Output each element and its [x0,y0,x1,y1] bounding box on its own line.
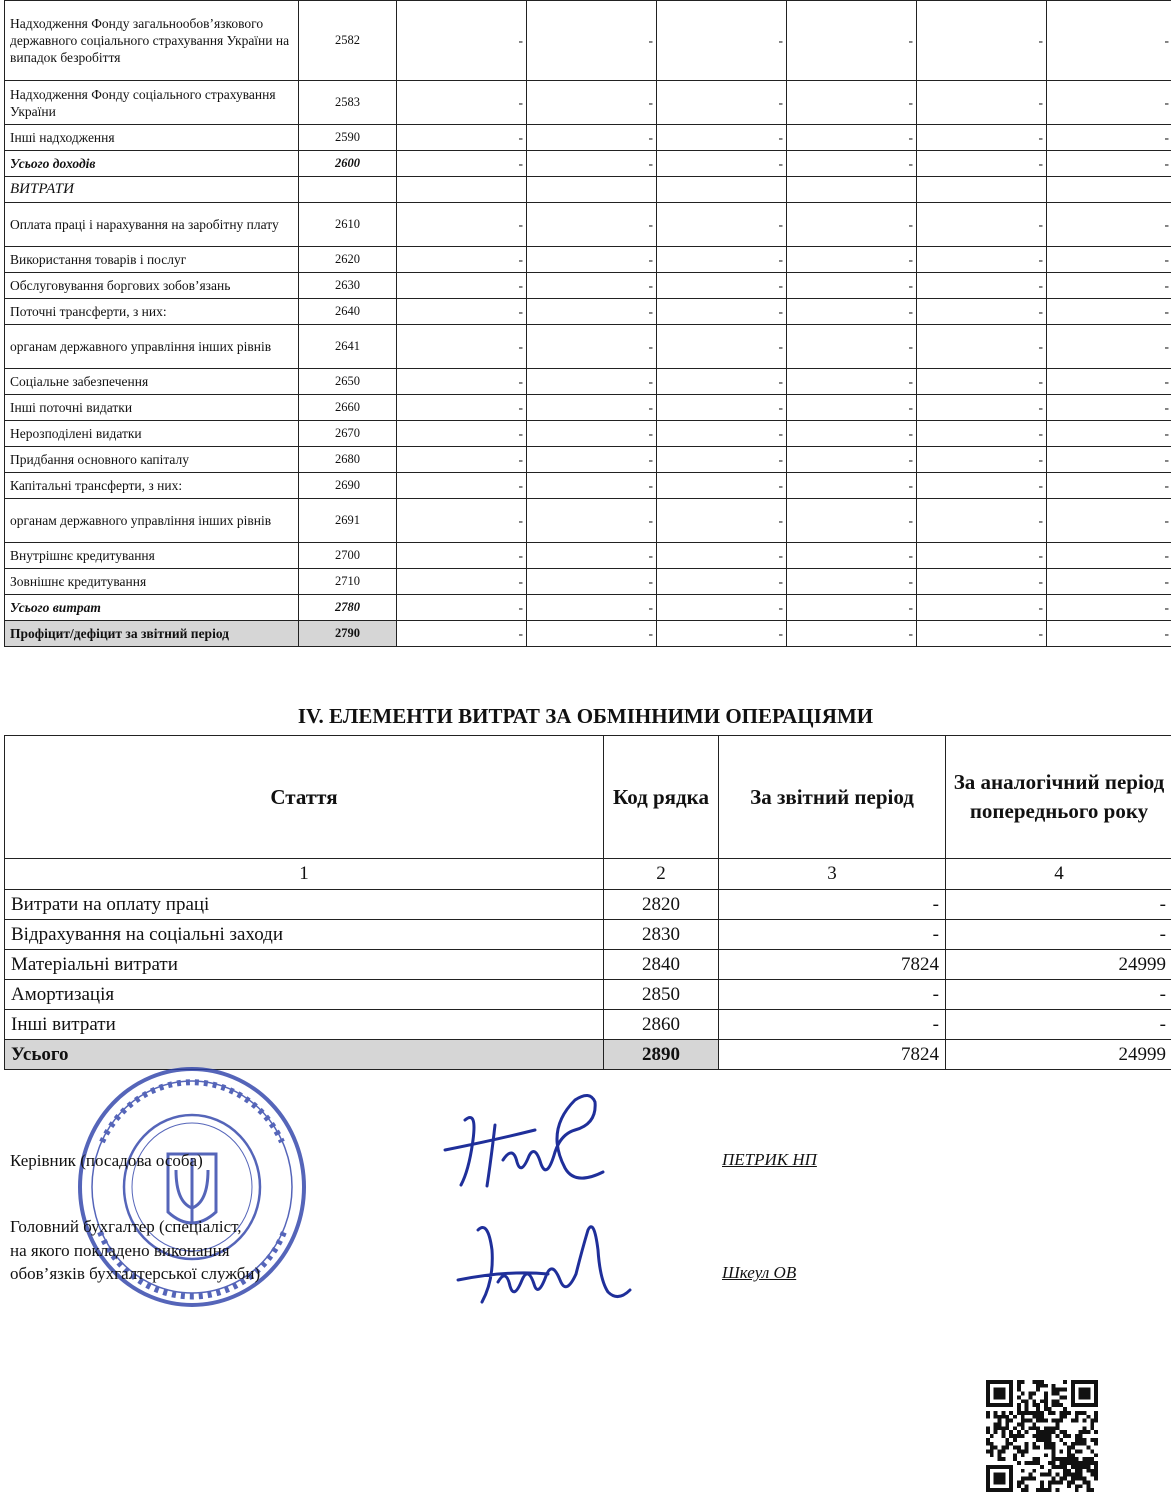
row-value: - [787,247,917,273]
row-value: - [397,369,527,395]
row-code: 2691 [299,499,397,543]
row-value: - [397,81,527,125]
row-value: - [397,395,527,421]
row-value: - [397,203,527,247]
table-row [5,950,1171,980]
row-value: - [787,325,917,369]
table-row [5,151,1171,177]
row-value [657,177,787,203]
row-name: Витрати на оплату праці [5,890,604,920]
accountant-label-line-3: обов’язків бухгалтерської служби) [10,1264,261,1283]
row-value: - [917,543,1047,569]
row-name: Нерозподілені видатки [5,421,299,447]
row-value: - [917,203,1047,247]
row-name: Усього витрат [5,595,299,621]
row-value: - [917,125,1047,151]
table-header-row [5,736,1171,859]
row-name: Капітальні трансферти, з них: [5,473,299,499]
row-value: - [527,325,657,369]
row-value: - [787,447,917,473]
row-code: 2890 [604,1040,719,1070]
row-value: - [397,595,527,621]
row-value: - [657,421,787,447]
row-value: - [397,421,527,447]
row-name: Придбання основного капіталу [5,447,299,473]
column-number: 3 [719,859,946,890]
row-name: Відрахування на соціальні заходи [5,920,604,950]
row-value: - [657,569,787,595]
row-name: Поточні трансферти, з них: [5,299,299,325]
row-value: - [397,473,527,499]
row-value: - [917,473,1047,499]
column-number: 2 [604,859,719,890]
row-value: - [657,473,787,499]
row-value: - [917,81,1047,125]
qr-code-icon [986,1380,1098,1492]
row-current: 7824 [719,950,946,980]
row-code: 2670 [299,421,397,447]
row-value: - [397,499,527,543]
row-code: 2600 [299,151,397,177]
row-value: - [397,247,527,273]
revenue-expense-table-body [5,1,1171,647]
table-row [5,1010,1171,1040]
row-value: - [657,395,787,421]
row-value [1047,177,1171,203]
row-name: Надходження Фонду соціального страхування України [5,81,299,125]
row-name: ВИТРАТИ [5,177,299,203]
expense-elements-table [4,735,1171,1070]
row-value: - [657,1,787,81]
head-label: Керівник (посадова особа) [10,1151,203,1170]
row-value: - [397,273,527,299]
row-value: - [397,299,527,325]
row-value [527,177,657,203]
head-signature-icon [425,1090,625,1200]
row-value: - [787,369,917,395]
row-value: - [527,543,657,569]
row-code: 2640 [299,299,397,325]
row-value: - [397,151,527,177]
row-value: - [657,273,787,299]
row-value: - [527,151,657,177]
accountant-name: Шкеул ОВ [722,1263,797,1282]
row-value: - [527,595,657,621]
row-code: 2790 [299,621,397,647]
row-value: - [787,621,917,647]
row-current: - [719,980,946,1010]
row-name: Інші надходження [5,125,299,151]
column-number: 4 [946,859,1171,890]
row-value: - [917,1,1047,81]
row-name: Інші витрати [5,1010,604,1040]
row-name: Усього [5,1040,604,1070]
row-value: - [787,273,917,299]
row-previous: - [946,980,1171,1010]
row-value: - [917,595,1047,621]
row-value: - [657,499,787,543]
row-value: - [397,569,527,595]
head-name: ПЕТРИК НП [722,1150,817,1169]
row-value: - [657,81,787,125]
row-value: - [787,151,917,177]
table-row [5,125,1171,151]
row-value: - [1047,325,1171,369]
row-code: 2610 [299,203,397,247]
table-row [5,569,1171,595]
row-value: - [527,273,657,299]
row-value [917,177,1047,203]
row-value: - [1047,81,1171,125]
row-value: - [527,203,657,247]
row-value: - [1047,543,1171,569]
header-article: Стаття [5,736,604,859]
row-value: - [397,125,527,151]
row-code: 2820 [604,890,719,920]
row-value: - [1047,247,1171,273]
row-value: - [917,273,1047,299]
row-value: - [657,595,787,621]
row-value [397,177,527,203]
accountant-label-line-2: на якого покладено виконання [10,1241,230,1260]
column-numbers-row [5,859,1171,890]
row-value: - [657,125,787,151]
table-row [5,273,1171,299]
row-value: - [527,1,657,81]
row-value: - [787,543,917,569]
row-value: - [657,247,787,273]
column-number: 1 [5,859,604,890]
header-code: Код рядка [604,736,719,859]
table-row [5,1,1171,81]
row-value: - [917,299,1047,325]
row-code: 2830 [604,920,719,950]
table-row [5,177,1171,203]
row-code: 2583 [299,81,397,125]
row-value: - [657,151,787,177]
row-code: 2690 [299,473,397,499]
row-code: 2650 [299,369,397,395]
row-value: - [397,621,527,647]
table-row [5,81,1171,125]
row-value: - [527,395,657,421]
row-value: - [527,369,657,395]
row-value: - [397,543,527,569]
row-value: - [787,1,917,81]
row-value: - [787,595,917,621]
accountant-signature-icon [448,1210,648,1315]
row-name: Внутрішнє кредитування [5,543,299,569]
row-code: 2850 [604,980,719,1010]
section-title: IV. ЕЛЕМЕНТИ ВИТРАТ ЗА ОБМІННИМИ ОПЕРАЦІЯМИ [297,704,874,728]
row-value: - [1047,395,1171,421]
table-row [5,890,1171,920]
row-name: Матеріальні витрати [5,950,604,980]
row-value: - [527,447,657,473]
row-code: 2660 [299,395,397,421]
row-code: 2780 [299,595,397,621]
row-previous: - [946,1010,1171,1040]
row-value: - [657,203,787,247]
row-name: Зовнішнє кредитування [5,569,299,595]
row-value: - [527,569,657,595]
row-value: - [787,473,917,499]
row-value: - [917,325,1047,369]
row-value: - [527,247,657,273]
row-value: - [527,499,657,543]
row-name: Соціальне забезпечення [5,369,299,395]
accountant-label-line-1: Головний бухгалтер (спеціаліст, [10,1217,242,1236]
row-value: - [1047,1,1171,81]
row-code: 2620 [299,247,397,273]
row-value: - [787,499,917,543]
row-previous: - [946,920,1171,950]
row-value [787,177,917,203]
row-value: - [397,1,527,81]
table-row [5,473,1171,499]
row-name: Усього доходів [5,151,299,177]
row-value: - [657,299,787,325]
row-value: - [1047,273,1171,299]
row-previous: 24999 [946,1040,1171,1070]
row-value: - [1047,595,1171,621]
table-row [5,395,1171,421]
table-row [5,325,1171,369]
row-value: - [917,421,1047,447]
row-value: - [1047,421,1171,447]
table-row [5,499,1171,543]
row-code: 2582 [299,1,397,81]
table-row [5,595,1171,621]
row-name: органам державного управління інших рівнів [5,325,299,369]
row-value: - [787,395,917,421]
row-value: - [1047,203,1171,247]
row-value: - [917,499,1047,543]
row-value: - [1047,299,1171,325]
row-value: - [787,421,917,447]
table-row [5,980,1171,1010]
row-value: - [527,81,657,125]
row-name: Надходження Фонду загальнообов’язкового державного соціального страхування України на випадок безробіття [5,1,299,81]
row-name: Профіцит/дефіцит за звітний період [5,621,299,647]
table-row [5,920,1171,950]
row-current: - [719,890,946,920]
row-value: - [787,569,917,595]
row-code [299,177,397,203]
row-value: - [1047,125,1171,151]
row-value: - [787,125,917,151]
row-current: - [719,920,946,950]
table-row [5,247,1171,273]
revenue-expense-table [4,0,1171,647]
row-value: - [1047,447,1171,473]
row-code: 2710 [299,569,397,595]
row-code: 2630 [299,273,397,299]
row-value: - [787,203,917,247]
row-value: - [917,151,1047,177]
row-value: - [917,395,1047,421]
table-row [5,543,1171,569]
row-name: Обслуговування боргових зобов’язань [5,273,299,299]
row-value: - [527,125,657,151]
row-code: 2641 [299,325,397,369]
row-code: 2700 [299,543,397,569]
row-value: - [917,369,1047,395]
row-name: Оплата праці і нарахування на заробітну плату [5,203,299,247]
row-code: 2680 [299,447,397,473]
row-value: - [1047,499,1171,543]
row-value: - [1047,569,1171,595]
row-value: - [917,621,1047,647]
header-previous-period: За аналогічний період попереднього року [946,736,1171,859]
row-value: - [657,447,787,473]
row-value: - [1047,151,1171,177]
row-value: - [1047,473,1171,499]
row-value: - [917,569,1047,595]
table-row [5,447,1171,473]
row-current: - [719,1010,946,1040]
row-value: - [397,325,527,369]
table-row [5,621,1171,647]
row-value: - [787,299,917,325]
row-current: 7824 [719,1040,946,1070]
row-value: - [657,543,787,569]
row-value: - [917,447,1047,473]
row-previous: 24999 [946,950,1171,980]
row-name: Амортизація [5,980,604,1010]
table-row [5,369,1171,395]
row-value: - [657,369,787,395]
row-value: - [397,447,527,473]
row-code: 2590 [299,125,397,151]
row-value: - [527,473,657,499]
row-value: - [527,621,657,647]
row-name: органам державного управління інших рівнів [5,499,299,543]
row-value: - [527,299,657,325]
row-code: 2860 [604,1010,719,1040]
row-value: - [657,325,787,369]
row-value: - [657,621,787,647]
row-name: Інші поточні видатки [5,395,299,421]
row-previous: - [946,890,1171,920]
row-value: - [1047,621,1171,647]
table-row [5,421,1171,447]
row-value: - [1047,369,1171,395]
row-value: - [917,247,1047,273]
table-row [5,203,1171,247]
row-name: Використання товарів і послуг [5,247,299,273]
row-value: - [787,81,917,125]
header-current-period: За звітний період [719,736,946,859]
table-row [5,299,1171,325]
row-code: 2840 [604,950,719,980]
row-value: - [527,421,657,447]
